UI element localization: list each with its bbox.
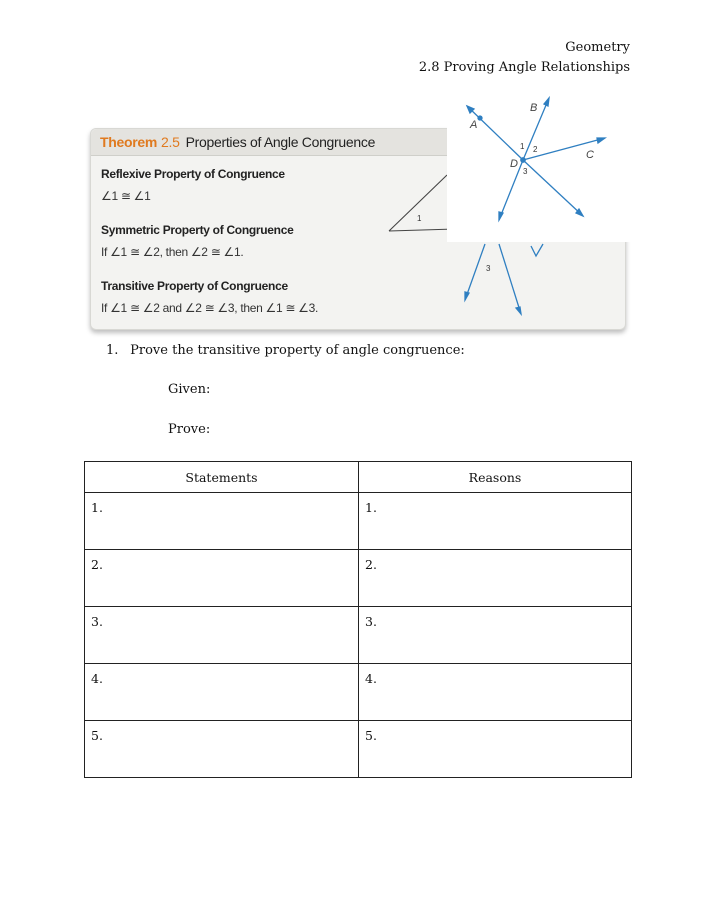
statement-cell[interactable]: 1. (85, 493, 359, 550)
property-statement: ∠1 ≅ ∠1 (101, 189, 151, 203)
theorem-word: Theorem (100, 134, 158, 150)
theorem-title: Properties of Angle Congruence (185, 134, 376, 150)
table-row (85, 664, 632, 721)
ray-lower-right (523, 160, 583, 216)
reasons-header: Reasons (359, 462, 632, 493)
lower-angle-label: 3 (486, 264, 491, 273)
label-angle-2: 2 (533, 145, 538, 154)
page-header (419, 38, 630, 78)
property-name: Reflexive Property of Congruence (101, 167, 285, 181)
section-title: 2.8 Proving Angle Relationships (418, 60, 630, 75)
reason-cell[interactable]: 1. (359, 493, 632, 550)
lower-angle-figure (447, 240, 557, 320)
label-b: B (530, 102, 538, 114)
reason-cell[interactable]: 4. (359, 664, 632, 721)
statement-cell[interactable]: 4. (85, 664, 359, 721)
symmetric-property (101, 223, 293, 259)
question-1 (106, 343, 465, 358)
lower-ray-left (465, 244, 485, 300)
prove-label: Prove: (168, 422, 211, 437)
given-label: Given: (168, 382, 211, 397)
statement-cell[interactable]: 5. (85, 721, 359, 778)
reason-cell[interactable]: 2. (359, 550, 632, 607)
label-a: A (470, 119, 478, 131)
ray-a (467, 106, 523, 160)
label-d: D (510, 158, 518, 170)
label-c: C (586, 149, 594, 161)
statement-cell[interactable]: 3. (85, 607, 359, 664)
reflexive-property (101, 167, 285, 203)
question-number: 1. (106, 343, 119, 358)
course-title: Geometry (565, 40, 630, 55)
table-header-row (85, 462, 632, 493)
lower-ray-right-arrow (516, 307, 521, 314)
table-row (85, 493, 632, 550)
angle-rays-diagram (447, 96, 633, 242)
theorem-number: 2.5 (161, 134, 180, 150)
table-row (85, 550, 632, 607)
property-name: Symmetric Property of Congruence (101, 223, 294, 237)
label-angle-3: 3 (523, 167, 528, 176)
statement-cell[interactable]: 2. (85, 550, 359, 607)
lower-ray-right (499, 244, 521, 314)
angle-figure-panel (447, 96, 633, 242)
transitive-property (101, 279, 318, 315)
reason-cell[interactable]: 3. (359, 607, 632, 664)
table-row (85, 607, 632, 664)
point-d (521, 158, 525, 162)
question-text: Prove the transitive property of angle congruence: (130, 343, 465, 358)
property-name: Transitive Property of Congruence (101, 279, 288, 293)
point-a (478, 116, 482, 120)
ray-c-arrow (597, 138, 605, 143)
statements-header: Statements (85, 462, 359, 493)
lower-ray-left-arrow (465, 292, 469, 300)
ray-b-arrow (544, 98, 549, 106)
triangle-angle-label: 1 (417, 214, 422, 223)
label-angle-1: 1 (520, 142, 525, 151)
triangle-base (389, 229, 455, 231)
property-statement: If ∠1 ≅ ∠2 and ∠2 ≅ ∠3, then ∠1 ≅ ∠3. (101, 301, 319, 315)
lower-mark (531, 244, 543, 256)
ray-lower-arrow (499, 212, 503, 220)
property-statement: If ∠1 ≅ ∠2, then ∠2 ≅ ∠1. (101, 245, 244, 259)
proof-table (84, 461, 632, 778)
lower-angle-diagram (447, 240, 557, 320)
table-row (85, 721, 632, 778)
reason-cell[interactable]: 5. (359, 721, 632, 778)
